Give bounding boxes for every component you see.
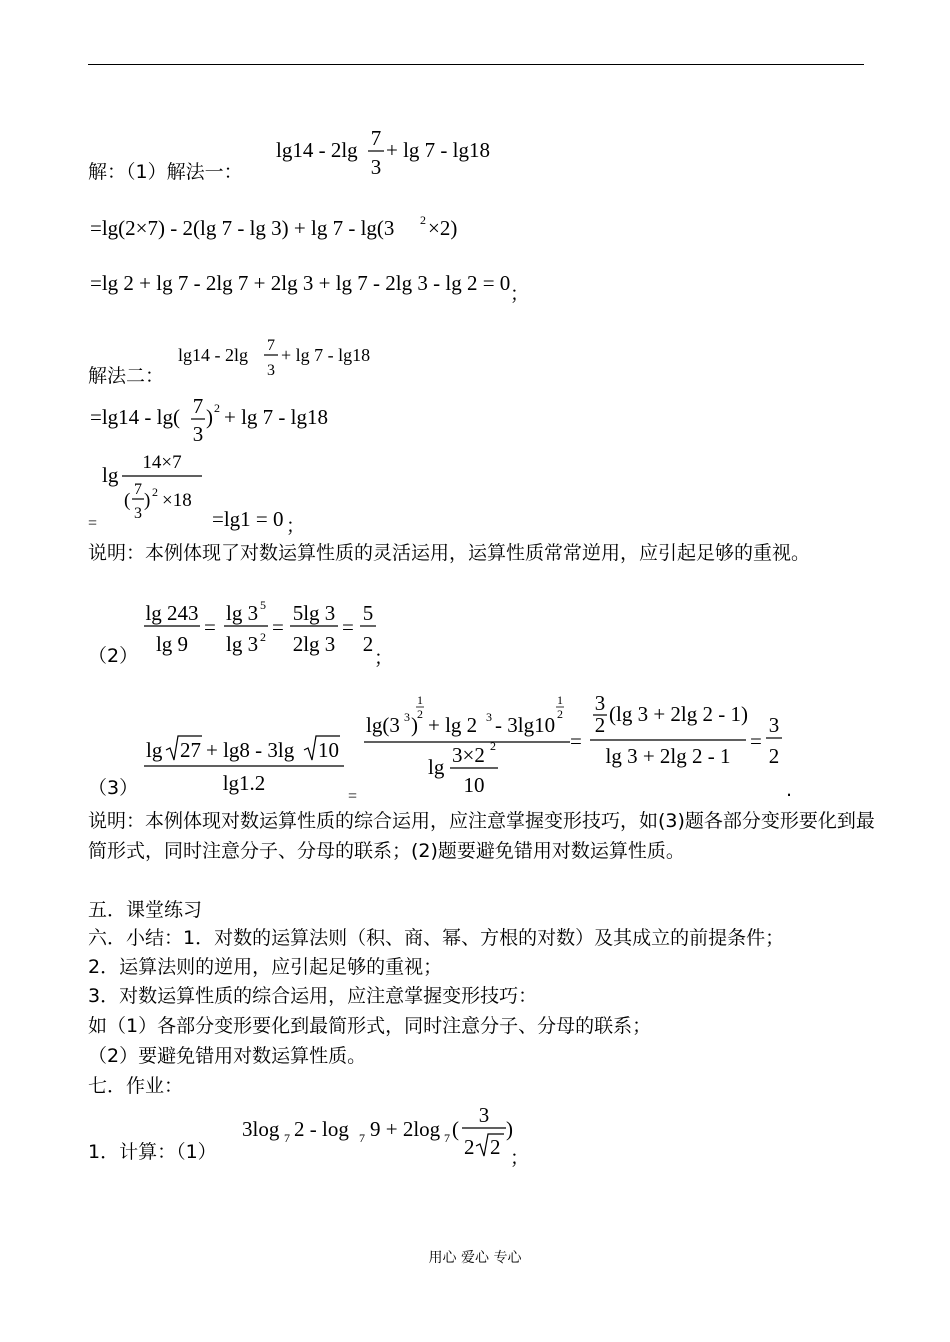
m7-semicolon: ； [374,647,394,669]
m9-d-lg: lg [428,755,445,779]
summary-item-3a: 如（1）各部分变形要化到最简形式，同时注意分子、分母的联系； [88,1015,652,1037]
m9-half-num: 1 [417,693,423,707]
m6-eq: = [88,515,98,532]
note-2: 说明：本例体现对数运算性质的综合运用，应注意掌握变形技巧，如(3)题各部分变形要化到最简形式，同时注意分子、分母的联系；(2)题要避免错用对数运算性质。 [88,810,875,862]
m6-den-exp: 2 [152,485,158,499]
header-rule [88,64,864,65]
section-5-heading: 五．课堂练习 [88,899,203,921]
m7-eq1: = [204,615,216,639]
m3-semicolon: ； [510,283,530,305]
m1-den: 3 [370,155,382,179]
m9-half-den: 2 [417,707,423,721]
m6-lg: lg [102,463,119,487]
m9-half-num-2: 1 [557,693,563,707]
m8-den: lg1.2 [222,771,266,795]
m7-n4: 5 [362,601,374,625]
m6-den-num: 7 [134,481,142,498]
m10-r-den: 2 [768,744,780,768]
m11-num: 3 [478,1103,490,1127]
section-6-summary: 六．小结：1．对数的运算法则（积、商、幂、方根的对数）及其成立的前提条件； [88,927,785,949]
m7-d2-exp: 2 [260,630,266,644]
m9-n-e2: 3 [486,710,492,724]
m2-exp: 2 [420,213,426,227]
homework-1-label: 1．计算：（1） [88,1141,217,1163]
m9-n-e1: 3 [404,710,410,724]
m5-close: ) [206,405,213,429]
formula-m3 [88,263,528,303]
solution1-label: 解：（1）解法一： [88,161,243,183]
method2-label: 解法二： [88,365,165,387]
m8-n-r1: 27 [180,738,201,762]
m3-text: =lg 2 + lg 7 - 2lg 7 + 2lg 3 + lg 7 - 2lg 3 - lg 2 = 0 [90,271,511,295]
note-1: 说明：本例体现了对数运算性质的灵活运用，运算性质常常逆用，应引起足够的重视。 [88,542,811,564]
m11-close: ) [506,1117,513,1141]
m6-rest: =lg1 = 0 [212,507,284,531]
formula-m9 [362,690,576,800]
formula-m5 [88,393,348,447]
m6-num: 14×7 [142,452,182,473]
m7-d1: lg 9 [155,632,189,656]
m4-a: lg14 - 2lg [178,345,248,365]
m7-eq2: = [272,615,284,639]
m11-den-r: 2 [490,1135,501,1159]
m6-den-b: ×18 [162,490,192,511]
m7-n1: lg 243 [145,601,199,625]
m8-eq: = [348,788,358,805]
m11-semicolon: ； [510,1147,530,1169]
m1-num: 7 [370,126,382,150]
m2-b: ×2) [428,216,458,240]
label-2: （2） [88,645,139,667]
m10-k-den: 2 [594,713,606,737]
m11-a: 3log [242,1117,280,1141]
m11-s3: 7 [444,1131,450,1145]
m6-semicolon: ； [286,515,306,537]
m9-n-d: - 3lg10 [495,713,556,737]
m4-b: + lg 7 - lg18 [281,345,371,365]
formula-m4 [176,332,396,382]
m5-num: 7 [192,394,204,418]
m7-d2: lg 3 [226,632,259,656]
m7-n2-exp: 5 [260,598,266,612]
m8-n-r2: 10 [318,738,339,762]
m11-s1: 7 [284,1131,290,1145]
m11-b: 2 - log [294,1117,349,1141]
m5-b: + lg 7 - lg18 [224,405,329,429]
m9-n-b: + lg 2 [428,713,478,737]
summary-item-3b: （2）要避免错用对数运算性质。 [88,1045,367,1067]
m7-eq3: = [342,615,354,639]
m6-den-close: ) [144,490,151,511]
m1-b: + lg 7 - lg18 [386,138,491,162]
m5-den: 3 [192,422,204,446]
m11-d: ( [452,1117,459,1141]
m10-n: (lg 3 + 2lg 2 - 1) [609,702,748,726]
m9-n-a: lg(3 [366,713,400,737]
label-3: （3） [88,777,139,799]
m6-den-den: 3 [134,505,142,522]
m4-den: 3 [267,362,275,379]
m10-period: . [786,779,793,801]
m9-half-den-2: 2 [557,707,563,721]
m1-a: lg14 - 2lg [276,138,358,162]
m8-n-b: + lg8 - 3lg [206,738,295,762]
page-footer: 用心 爱心 专心 [428,1250,522,1266]
formula-m2 [88,208,468,248]
summary-item-3: 3．对数运算性质的综合运用，应注意掌握变形技巧： [88,985,538,1007]
m9-d-num-exp: 2 [490,739,496,753]
m9-n-c: ) [411,713,418,737]
summary-item-2: 2．运算法则的逆用，应引起足够的重视； [88,956,443,978]
formula-m1 [274,122,514,182]
m5-exp: 2 [214,401,220,415]
m7-n3: 5lg 3 [292,601,336,625]
section-7-heading: 七．作业： [88,1075,184,1097]
m2-a: =lg(2×7) - 2(lg 7 - lg 3) + lg 7 - lg(3 [90,216,395,240]
m8-n-a: lg [146,738,163,762]
m10-d: lg 3 + 2lg 2 - 1 [605,744,731,768]
formula-m8 [140,728,358,808]
m6-den-open: ( [124,490,131,511]
m4-num: 7 [267,337,275,354]
m10-eq: = [570,729,582,753]
formula-m7 [140,596,390,666]
formula-m10 [568,690,798,800]
m10-eq2: = [750,729,762,753]
m5-a: =lg14 - lg( [90,405,180,429]
m7-d4: 2 [362,632,374,656]
m7-n2: lg 3 [226,601,259,625]
m11-s2: 7 [359,1131,365,1145]
m7-d3: 2lg 3 [292,632,336,656]
m10-r-num: 3 [768,713,780,737]
formula-m11 [240,1098,530,1168]
m9-d-num: 3×2 [452,743,485,767]
m10-k-num: 3 [594,691,606,715]
m11-den-a: 2 [464,1135,475,1159]
m9-d-den: 10 [463,773,485,797]
m11-c: 9 + 2log [370,1117,441,1141]
